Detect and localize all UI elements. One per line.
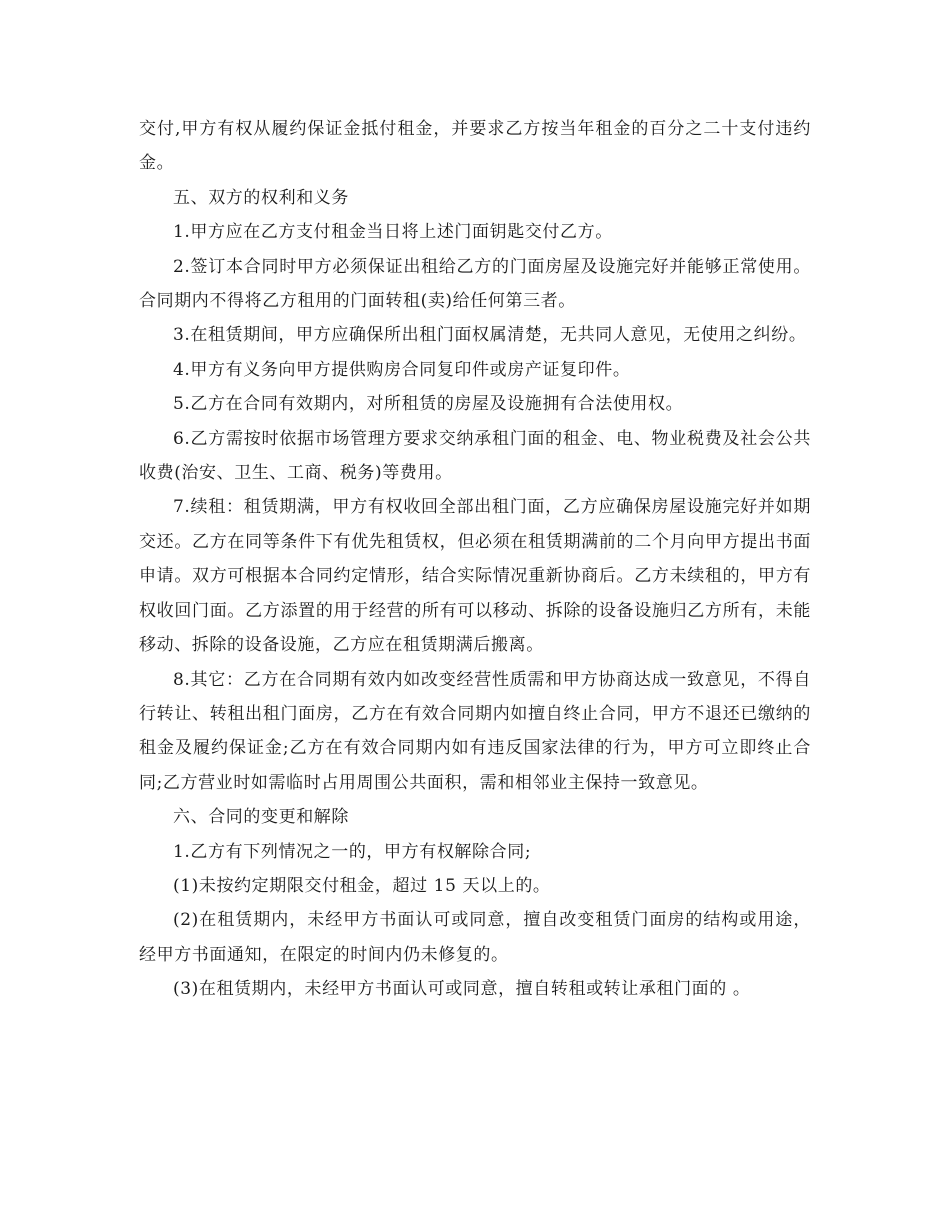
clause-item: 4.甲方有义务向甲方提供购房合同复印件或房产证复印件。: [173, 359, 631, 380]
document-body: [139, 112, 811, 1007]
clause-item: 1.甲方应在乙方支付租金当日将上述门面钥匙交付乙方。: [173, 222, 613, 243]
section-heading-rights-obligations: 五、双方的权利和义务: [173, 187, 349, 208]
clause-item: 8.其它：乙方在合同期有效内如改变经营性质需和甲方协商达成一致意见，不得自行转让、转租出租门面房，乙方在有效合同期内如擅自终止合同，甲方不退还已缴纳的租金及履约保证金;乙方在有效合同期内如有违反国家法律的行为，甲方可立即终止合同;乙方营业时如需临时占用周围公共面积，需和相邻业主保持一致意见。: [139, 669, 811, 793]
clause-item: 7.续租：租赁期满，甲方有权收回全部出租门面，乙方应确保房屋设施完好并如期交还。乙方在同等条件下有优先租赁权，但必须在租赁期满前的二个月向甲方提出书面申请。双方可根据本合同约定情形，结合实际情况重新协商后。乙方未续租的，甲方有权收回门面。乙方添置的用于经营的所有可以移动、拆除的设备设施归乙方所有，未能移动、拆除的设备设施，乙方应在租赁期满后搬离。: [139, 497, 811, 656]
sub-clause-item: (2)在租赁期内，未经甲方书面认可或同意，擅自改变租赁门面房的结构或用途，经甲方书面通知，在限定的时间内仍未修复的。: [139, 910, 811, 965]
clause-item: 1.乙方有下列情况之一的，甲方有权解除合同;: [173, 841, 532, 862]
section-heading-change-termination: 六、合同的变更和解除: [173, 807, 349, 828]
sub-clause-item: (3)在租赁期内，未经甲方书面认可或同意，擅自转租或转让承租门面的 。: [173, 979, 751, 1000]
clause-item: 3.在租赁期间，甲方应确保所出租门面权属清楚，无共同人意见，无使用之纠纷。: [173, 325, 807, 346]
clause-item: 6.乙方需按时依据市场管理方要求交纳承租门面的租金、电、物业税费及社会公共收费(治安、卫生、工商、税务)等费用。: [139, 428, 811, 484]
paragraph: 交付,甲方有权从履约保证金抵付租金，并要求乙方按当年租金的百分之二十支付违约金。: [139, 119, 811, 174]
clause-item: 2.签订本合同时甲方必须保证出租给乙方的门面房屋及设施完好并能够正常使用。合同期内不得将乙方租用的门面转租(卖)给任何第三者。: [139, 256, 811, 312]
sub-clause-item: (1)未按约定期限交付租金，超过 15 天以上的。: [173, 875, 551, 896]
clause-item: 5.乙方在合同有效期内，对所租赁的房屋及设施拥有合法使用权。: [173, 394, 684, 415]
